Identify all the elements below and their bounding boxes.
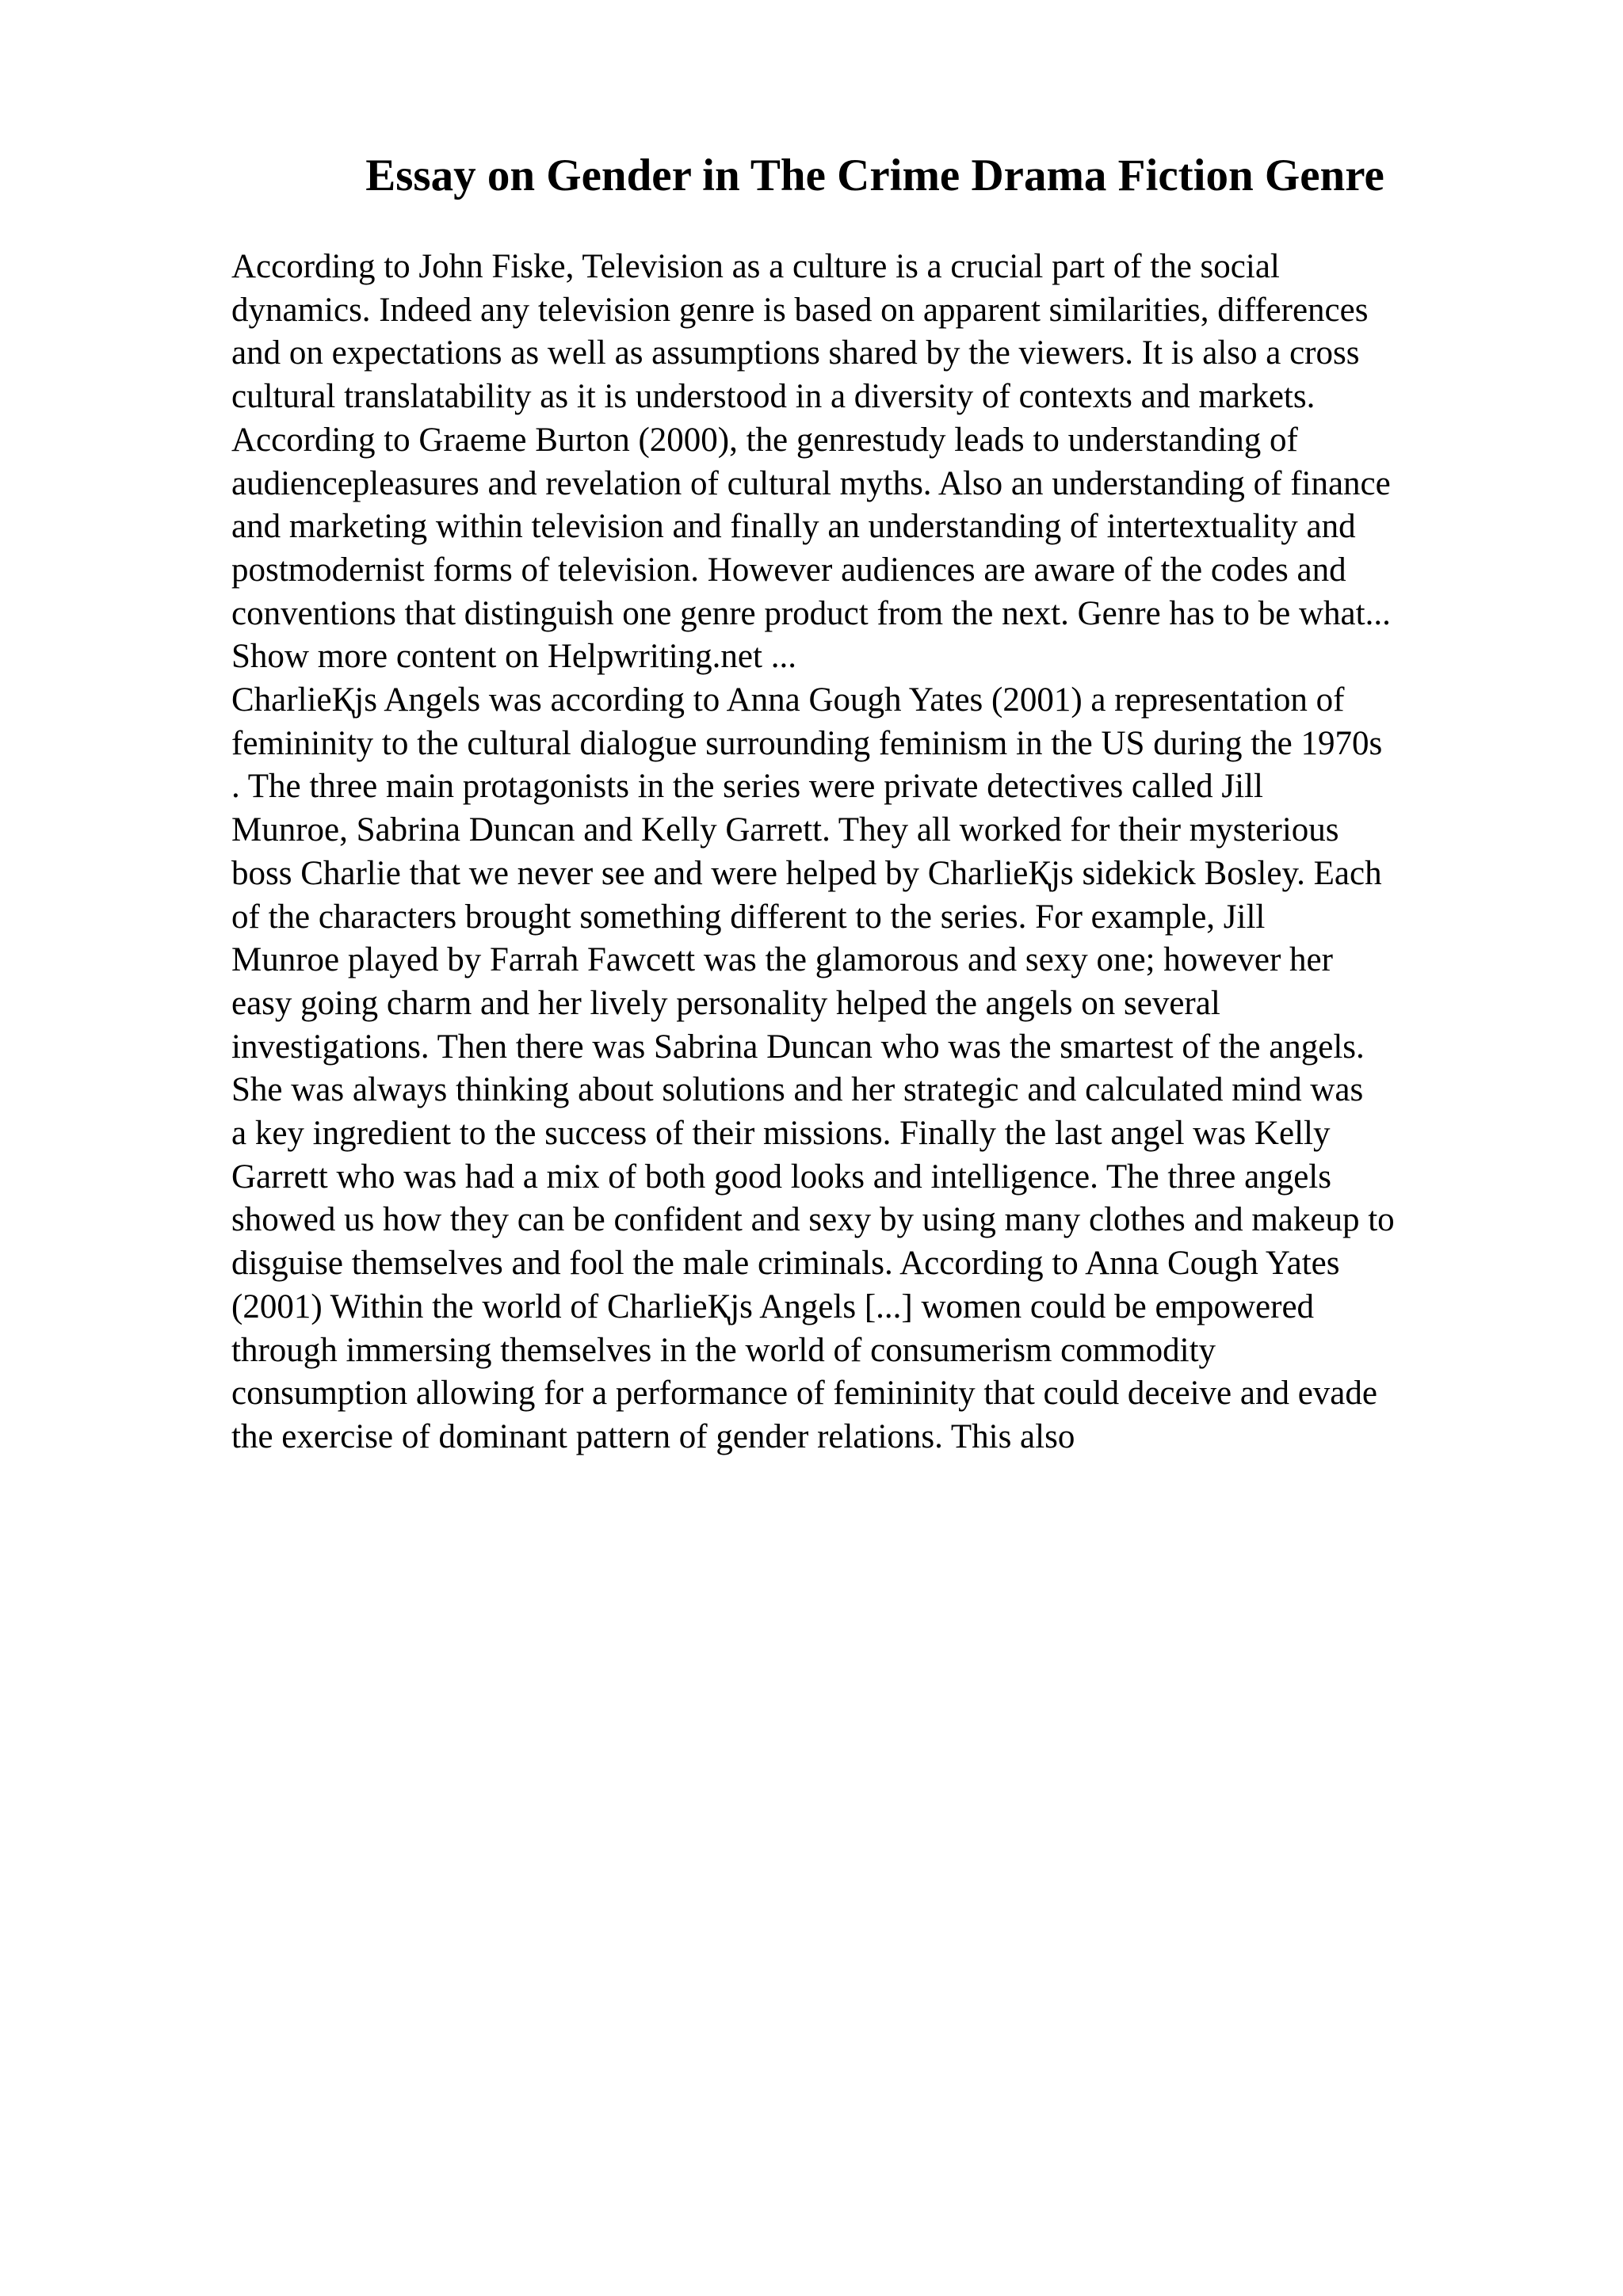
body-line: conventions that distinguish one genre product from the next. Genre has to be what... xyxy=(231,594,1391,632)
body-line: She was always thinking about solutions and her strategic and calculated mind was xyxy=(231,1071,1364,1109)
body-line: showed us how they can be confident and sexy by using many clothes and makeup to xyxy=(231,1201,1395,1239)
body-line: . The three main protagonists in the series were private detectives called Jill xyxy=(231,768,1263,806)
body-line: disguise themselves and fool the male criminals. According to Anna Cough Yates xyxy=(231,1245,1340,1283)
body-line: cultural translatability as it is understood in a diversity of contexts and markets. xyxy=(231,378,1316,416)
body-line: and on expectations as well as assumptions shared by the viewers. It is also a cross xyxy=(231,334,1360,372)
body-line: a key ingredient to the success of their missions. Finally the last angel was Kelly xyxy=(231,1115,1331,1153)
document-title: Essay on Gender in The Crime Drama Fiction Genre xyxy=(365,151,1384,200)
body-line: According to Graeme Burton (2000), the genrestudy leads to understanding of xyxy=(231,421,1298,459)
body-line: easy going charm and her lively personality helped the angels on several xyxy=(231,984,1220,1022)
body-line: investigations. Then there was Sabrina Duncan who was the smartest of the angels. xyxy=(231,1028,1365,1066)
body-line: audiencepleasures and revelation of cultural myths. Also an understanding of finance xyxy=(231,464,1391,502)
body-line: Munroe, Sabrina Duncan and Kelly Garrett. They all worked for their mysterious xyxy=(231,811,1339,849)
body-line: through immersing themselves in the world of consumerism commodity xyxy=(231,1331,1216,1369)
body-line: dynamics. Indeed any television genre is based on apparent similarities, differences xyxy=(231,291,1369,329)
body-line: and marketing within television and finally an understanding of intertextuality and xyxy=(231,508,1356,546)
body-line: Garrett who was had a mix of both good looks and intelligence. The three angels xyxy=(231,1158,1331,1196)
body-line: (2001) Within the world of CharlieҚjs Angels [...] women could be empowered xyxy=(231,1287,1315,1325)
body-line: Munroe played by Farrah Fawcett was the glamorous and sexy one; however her xyxy=(231,941,1333,979)
body-line: postmodernist forms of television. However audiences are aware of the codes and xyxy=(231,551,1346,589)
body-line: the exercise of dominant pattern of gender relations. This also xyxy=(231,1417,1075,1455)
document-body xyxy=(231,246,1547,1459)
body-line: According to John Fiske, Television as a culture is a crucial part of the social xyxy=(231,248,1280,285)
body-line: consumption allowing for a performance of femininity that could deceive and evade xyxy=(231,1375,1377,1413)
show-more-link[interactable]: Show more content on Helpwriting.net ... xyxy=(231,638,796,676)
body-line: boss Charlie that we never see and were helped by CharlieҚjs sidekick Bosley. Each xyxy=(231,854,1382,892)
body-line: of the characters brought something different to the series. For example, Jill xyxy=(231,898,1266,936)
body-line: CharlieҚjs Angels was according to Anna Gough Yates (2001) a representation of xyxy=(231,681,1345,719)
body-line: femininity to the cultural dialogue surrounding feminism in the US during the 1970s xyxy=(231,724,1383,762)
